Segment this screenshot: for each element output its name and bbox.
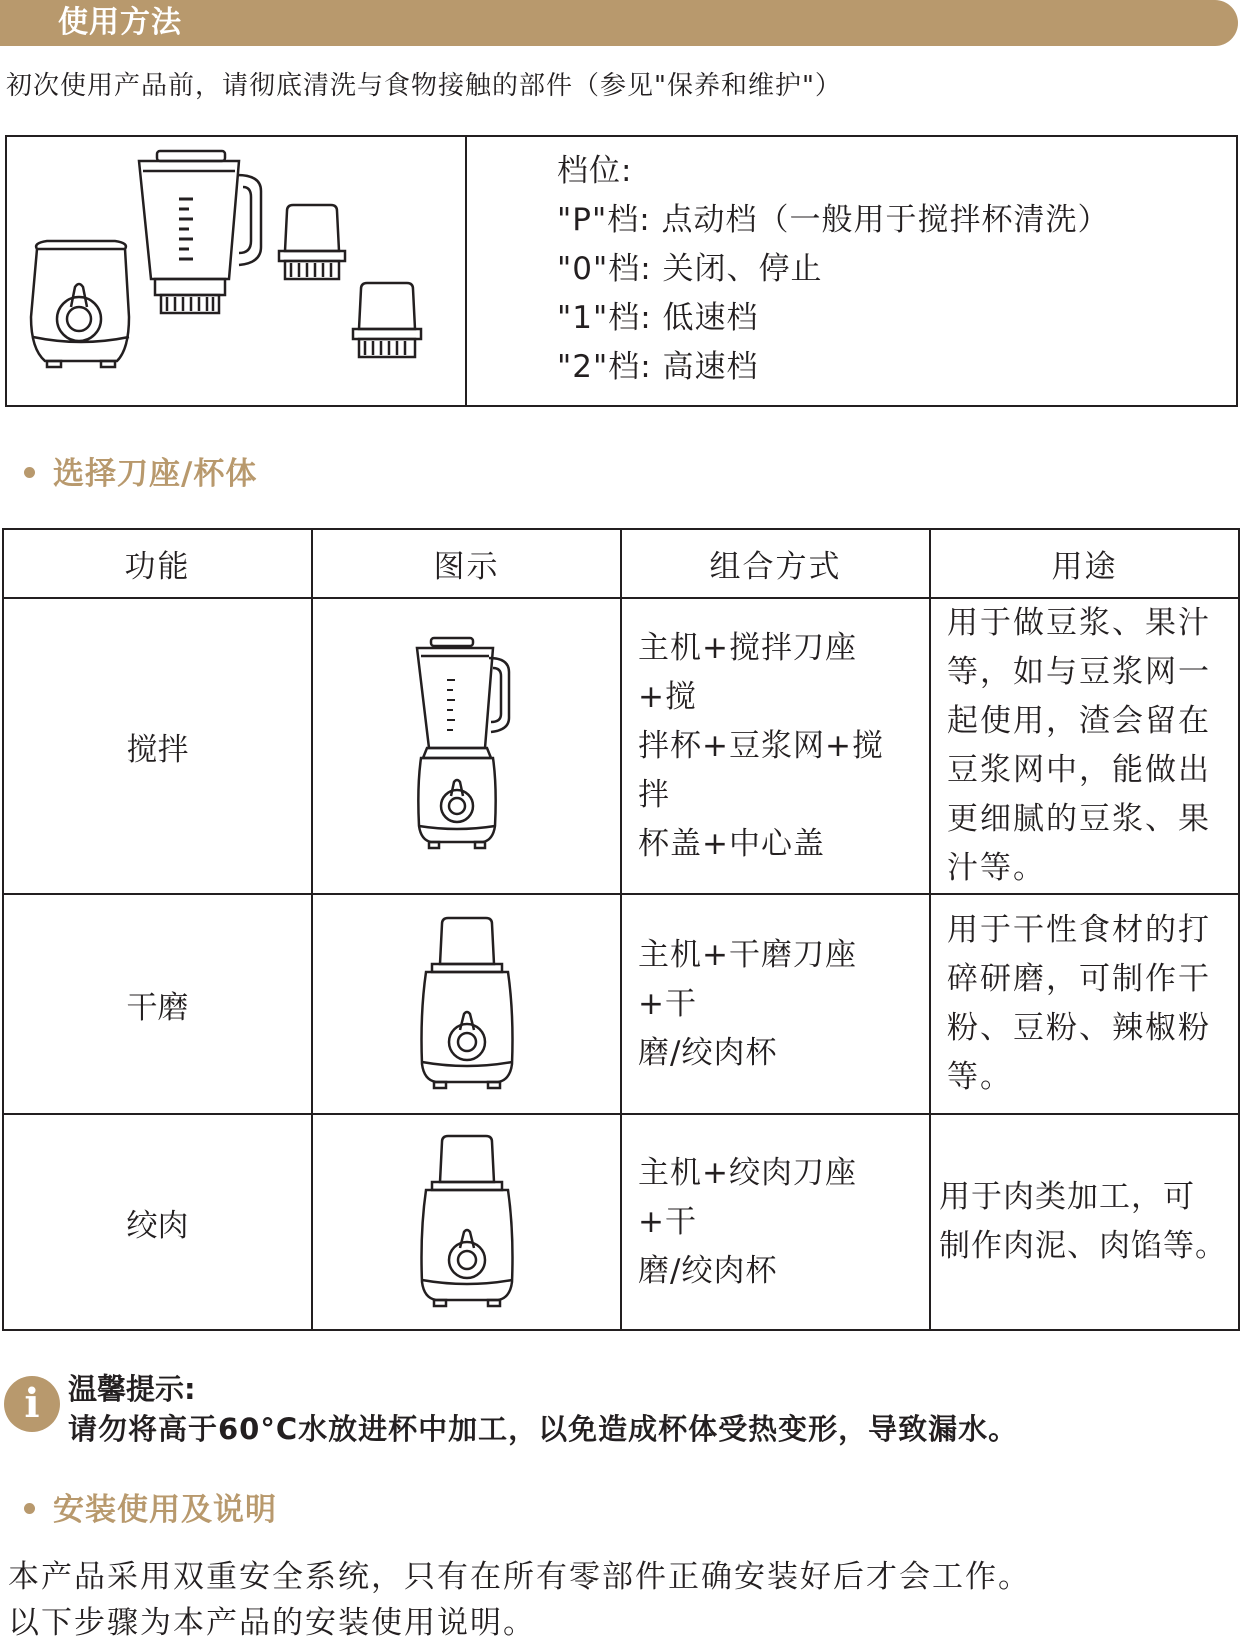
col-header-function: 功能	[3, 529, 312, 598]
gear-settings	[557, 147, 1110, 392]
paragraph: 本产品采用双重安全系统，只有在所有零部件正确安装好后才会工作。	[8, 1559, 1031, 1595]
tip-text: 请勿将高于60°C水放进杯中加工，以免造成杯体受热变形，导致漏水。	[68, 1412, 1019, 1446]
table-row	[3, 1114, 1239, 1330]
function-cell: 干磨	[3, 894, 312, 1114]
product-overview-box	[5, 135, 1238, 407]
table-row	[3, 894, 1239, 1114]
use-line: 用于肉类加工，可	[939, 1179, 1195, 1215]
col-header-combination: 组合方式	[621, 529, 930, 598]
mincer-illustration	[412, 1132, 522, 1312]
section-heading-install-text: 安装使用及说明	[53, 1492, 277, 1528]
combo-line: 杯盖+中心盖	[638, 825, 825, 862]
gear-item-p: "P"档: 点动档（一般用于搅拌杯清洗）	[557, 202, 1110, 238]
function-cell: 搅拌	[3, 598, 312, 894]
function-cell: 绞肉	[3, 1114, 312, 1330]
use-line: 碎研磨，可制作干	[947, 961, 1211, 997]
info-icon: i	[4, 1376, 60, 1432]
blender-jug-drawing	[139, 151, 261, 313]
combo-line: 磨/绞肉杯	[638, 1034, 778, 1071]
page-title: 使用方法	[58, 5, 182, 40]
box-divider	[465, 137, 467, 405]
usage-cell	[930, 1114, 1239, 1330]
section-heading-install	[24, 1484, 277, 1529]
usage-cell	[930, 894, 1239, 1114]
section-heading-select-text: 选择刀座/杯体	[53, 456, 258, 492]
illustration-cell	[312, 598, 621, 894]
use-line: 粉、豆粉、辣椒粉	[947, 1010, 1211, 1046]
gear-item-0: "0"档: 关闭、停止	[557, 251, 823, 287]
usage-cell	[930, 598, 1239, 894]
combo-line: 主机+搅拌刀座+搅	[638, 629, 857, 715]
intro-text: 初次使用产品前，请彻底清洗与食物接触的部件（参见"保养和维护"）	[6, 71, 842, 101]
grinder-illustration	[412, 914, 522, 1094]
col-header-usage: 用途	[930, 529, 1239, 598]
illustration-cell	[312, 894, 621, 1114]
combo-line: 拌杯+豆浆网+搅拌	[638, 727, 884, 813]
combo-line: 磨/绞肉杯	[638, 1252, 778, 1289]
table-header-row	[3, 529, 1239, 598]
gear-item-2: "2"档: 高速档	[557, 349, 759, 385]
gear-title: 档位:	[557, 153, 633, 189]
blender-illustration	[407, 636, 527, 856]
section-heading-select	[24, 448, 257, 493]
use-line: 用于干性食材的打	[947, 912, 1211, 948]
combo-line: 主机+绞肉刀座+干	[638, 1154, 857, 1240]
combination-cell	[621, 894, 930, 1114]
bullet-dot	[24, 1503, 35, 1514]
use-line: 更细腻的豆浆、果	[947, 801, 1211, 837]
product-parts-illustration	[17, 147, 457, 397]
use-line: 起使用，渣会留在	[947, 703, 1211, 739]
combo-line: 主机+干磨刀座+干	[638, 936, 857, 1022]
combination-cell	[621, 598, 930, 894]
paragraph: 以下步骤为本产品的安装使用说明。	[8, 1605, 536, 1641]
use-line: 汁等。	[947, 850, 1046, 886]
motor-base-drawing	[31, 241, 129, 367]
tip-title: 温馨提示:	[68, 1372, 196, 1406]
use-line: 用于做豆浆、果汁	[947, 605, 1211, 641]
use-line: 制作肉泥、肉馅等。	[939, 1228, 1227, 1264]
bullet-dot	[24, 467, 35, 478]
use-line: 等，如与豆浆网一	[947, 654, 1211, 690]
illustration-cell	[312, 1114, 621, 1330]
header-bar	[0, 0, 1238, 46]
use-line: 豆浆网中，能做出	[947, 752, 1211, 788]
col-header-illustration: 图示	[312, 529, 621, 598]
gear-item-1: "1"档: 低速档	[557, 300, 759, 336]
function-table	[2, 528, 1240, 1331]
grinder-cup-drawing	[279, 205, 345, 279]
mincer-cup-drawing	[353, 283, 421, 357]
table-row	[3, 598, 1239, 894]
use-line: 等。	[947, 1059, 1013, 1095]
combination-cell	[621, 1114, 930, 1330]
